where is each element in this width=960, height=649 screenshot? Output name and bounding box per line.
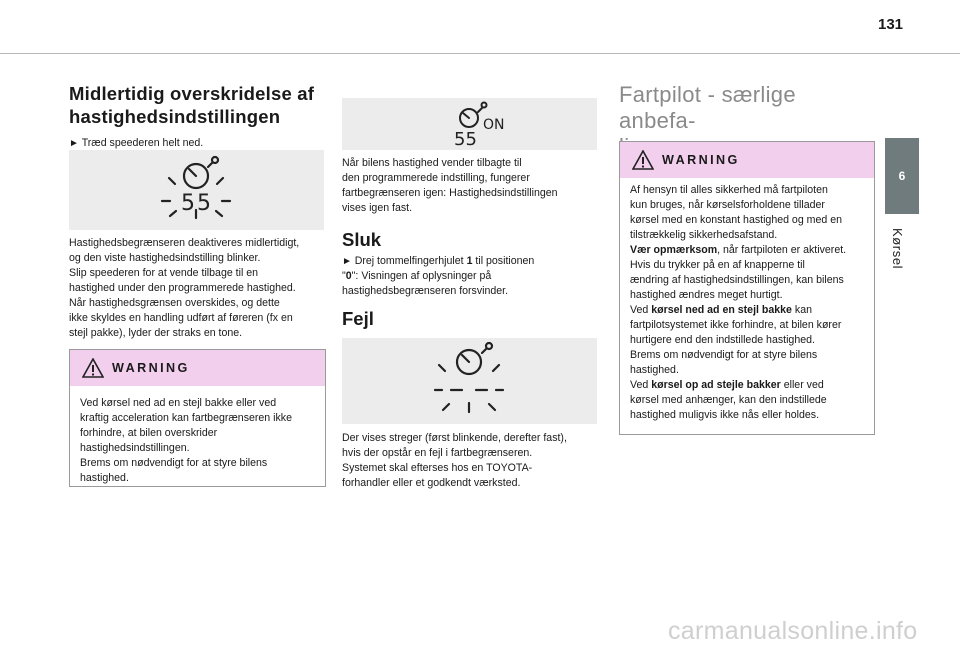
text-line: fartpilotsystemet ikke forhindre, at bilen kører: [630, 319, 842, 331]
text-line: hastighed.: [80, 472, 129, 484]
bullet-marker: [342, 255, 355, 267]
warning-header: [620, 142, 874, 178]
sluk-paragraph: [342, 254, 600, 299]
text-span: til positionen: [472, 255, 535, 267]
text-line: ændring af hastighedsindstillingen, kan bilens: [630, 274, 844, 286]
chapter-label: Kørsel: [890, 228, 905, 270]
text-span: kan: [791, 304, 812, 316]
text-line: Der vises streger (først blinkende, derefter fast),: [342, 432, 567, 444]
text-line: tilstrækkelig sikkerhedsafstand.: [630, 229, 778, 241]
svg-text:55: 55: [181, 191, 213, 216]
text-span: Vær opmærksom: [630, 244, 718, 256]
text-line: Når bilens hastighed vender tilbagte til: [342, 157, 522, 169]
text-line: hastighed.: [630, 364, 679, 376]
speedometer-on-icon: [342, 98, 597, 150]
text-span: kørsel op ad stejle bakker: [651, 379, 781, 391]
instruction-bullet: ► Træd speederen helt ned.: [69, 136, 327, 151]
cruise-warning-box: [619, 141, 875, 435]
speed-resume-illustration: [342, 98, 597, 150]
text-line: Slip speederen for at vende tilbage til en: [69, 267, 259, 279]
warning-title: WARNING: [662, 153, 740, 167]
speedometer-dashes-icon: [69, 150, 324, 230]
override-paragraph: [69, 236, 331, 341]
text-span: 0: [345, 270, 352, 282]
watermark-logo: carmanualsonline.info: [668, 617, 918, 645]
text-line: Brems om nødvendigt for at styre bilens: [630, 349, 818, 361]
text-span: eller ved: [780, 379, 824, 391]
text-line: vises igen fast.: [342, 202, 413, 214]
chapter-number: 6: [898, 169, 906, 183]
warning-title: WARNING: [112, 361, 190, 375]
text-span: kørsel ned ad en stejl bakke: [651, 304, 792, 316]
speed-limit-override-illustration: [69, 150, 324, 230]
warning-body: [620, 178, 874, 431]
text-line: kørsel med anhænger, kan den indstillede: [630, 394, 827, 406]
text-line: kun bruges, når kørselsforholdene tillader: [630, 199, 825, 211]
speed-value: 55: [454, 129, 477, 150]
text-line: [630, 303, 866, 318]
warning-box: [69, 349, 326, 487]
text-line: hastighed muligvis ikke nås eller holdes.: [630, 409, 820, 421]
sluk-heading: Sluk: [342, 229, 382, 250]
text-line: og den viste hastighedsindstilling blinker.: [69, 252, 261, 264]
heading-line: Fartpilot - særlige anbefa-: [619, 82, 796, 133]
text-line: forhindre, at bilen overskrider: [80, 427, 218, 439]
text-line: kraftig acceleration kan fartbegrænseren ikke: [80, 412, 292, 424]
heading-line: Midlertidig overskridelse af: [69, 83, 315, 104]
text-span: Drej tommelfingerhjulet: [354, 255, 467, 267]
text-line: Systemet skal efterses hos en TOYOTA-: [342, 462, 533, 474]
text-line: kørsel med en konstant hastighed og med en: [630, 214, 842, 226]
text-line: Ved kørsel ned ad en stejl bakke eller ved: [80, 397, 277, 409]
text-line: Hvis du trykker på en af knapperne til: [630, 259, 805, 271]
text-line: [630, 243, 866, 258]
text-line: forhandler eller et godkendt værksted.: [342, 477, 521, 489]
header-rule: [0, 53, 960, 54]
heading-line: hastighedsindstillingen: [69, 106, 281, 127]
text-line: den programmerede indstilling, fungerer: [342, 172, 530, 184]
fault-illustration: [342, 338, 597, 424]
text-line: hastighedsbegrænseren forsvinder.: [342, 285, 509, 297]
text-line: fartbegrænseren igen: Hastighedsindstillingen: [342, 187, 558, 199]
text-line: [342, 269, 600, 284]
text-span: Ved: [630, 379, 652, 391]
text-span: ": [342, 270, 346, 282]
text-line: Af hensyn til alles sikkerhed må fartpiloten: [630, 184, 828, 196]
page-number: 131: [878, 16, 904, 33]
warning-header: [70, 350, 325, 386]
text-line: hvis der opstår en fejl i fartbegrænseren.: [342, 447, 533, 459]
text-line: hastighed ændres meget hurtigt.: [630, 289, 783, 301]
text-line: [630, 378, 866, 393]
text-line: [342, 254, 600, 269]
fejl-heading: Fejl: [342, 308, 374, 329]
text-line: stejl pakke), lyder der straks en tone.: [69, 327, 243, 339]
text-line: Når hastighedsgrænsen overskides, og dette: [69, 297, 280, 309]
speedometer-fault-dashes-icon: [342, 338, 597, 424]
text-line: hurtigere end den indstillede hastighed.: [630, 334, 815, 346]
text-span: , når fartpiloten er aktiveret.: [717, 244, 847, 256]
text-span: ": Visningen af oplysninger på: [351, 270, 492, 282]
text-line: Brems om nødvendigt for at styre bilens: [80, 457, 268, 469]
text-line: Hastighedsbegrænseren deaktiveres midlertidigt,: [69, 237, 300, 249]
text-line: hastighed under den programmerede hastighed.: [69, 282, 296, 294]
text-span: 1: [466, 255, 473, 267]
chapter-tab[interactable]: [885, 138, 919, 214]
column-left: [69, 82, 327, 151]
text-line: ikke skyldes en handling udført af føreren (fx en: [69, 312, 293, 324]
text-span: Ved: [630, 304, 652, 316]
text-line: hastighedsindstillingen.: [80, 442, 190, 454]
warning-body: [70, 386, 325, 494]
section-heading: [69, 82, 327, 128]
resume-paragraph: [342, 156, 600, 216]
warning-triangle-icon: [82, 358, 104, 378]
fault-paragraph: [342, 431, 602, 491]
on-label: ON: [483, 117, 505, 133]
warning-triangle-icon: [632, 150, 654, 170]
